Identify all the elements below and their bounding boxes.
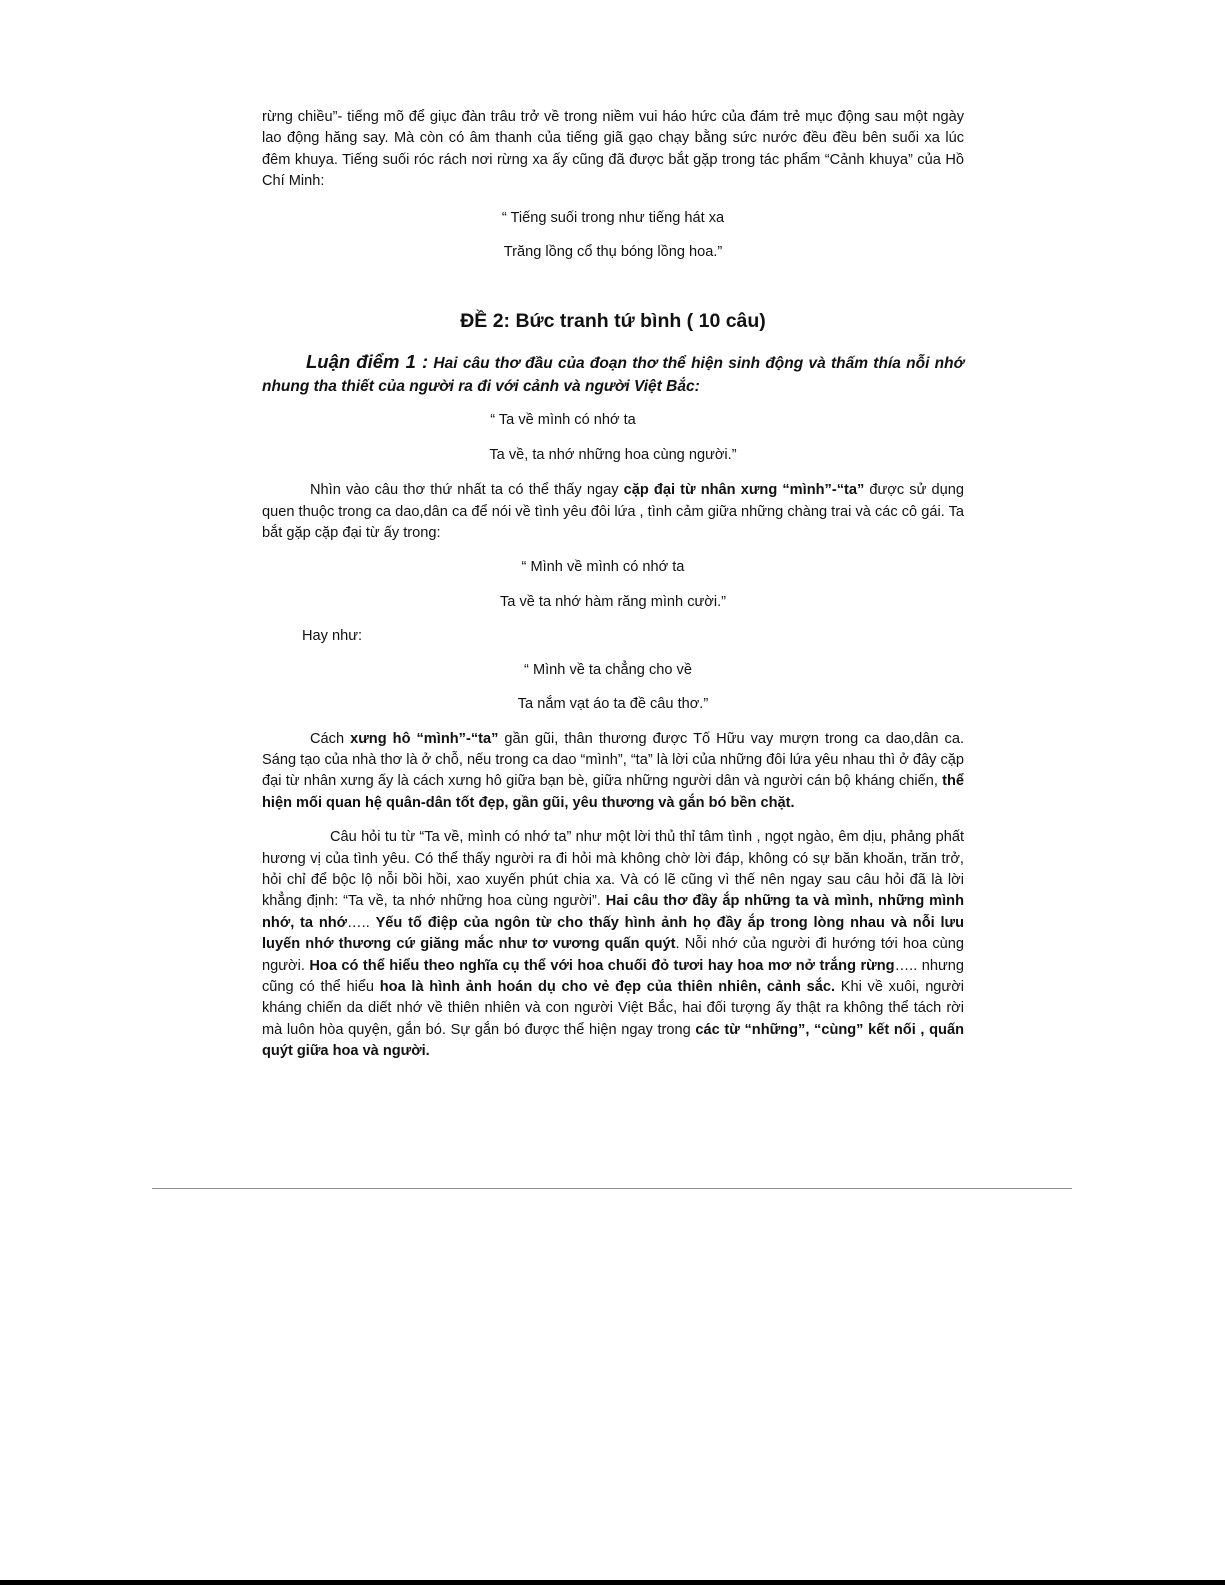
section-heading: ĐỀ 2: Bức tranh tứ bình ( 10 câu) [460,310,766,333]
poem-line: Ta về ta nhớ hàm răng mình cười.” [499,593,727,610]
poem-line: “ Ta về mình có nhớ ta [490,412,636,429]
poem-line: “ Tiếng suối trong như tiếng hát xa [501,209,725,226]
analysis-paragraph: Cách xưng hô “mình”-“ta” gần gũi, thân thương được Tố Hữu vay mượn trong ca dao,dân ca. Sáng tạo của nhà thơ là ở chỗ, nếu trong ca dao “mình”, “ta” là lời của những đôi lứa yêu nhau thì ở đây cặp đại từ nhân xưng ấy là cách xưng hô giữa bạn bè, giữa những người dân và người cán bộ kháng chiến, thể hiện mối quan hệ quân-dân tốt đẹp, gần gũi, yêu thương và gắn bó bền chặt. [262,730,965,811]
poem-quote-viet-bac [262,410,964,466]
poem-line: “ Mình về mình có nhớ ta [521,559,685,576]
transition-text: Hay như: [302,628,363,645]
thesis-label: Luận điểm 1 : [306,351,429,373]
page-divider [152,1188,1072,1189]
poem-line: Ta về, ta nhớ những hoa cùng người.” [489,446,737,463]
analysis-paragraph: Câu hỏi tu từ “Ta về, mình có nhớ ta” như một lời thủ thỉ tâm tình , ngọt ngào, êm dịu, phảng phất hương vị của tình yêu. Có thể thấy người ra đi hỏi mà không chờ lời đáp, không có sự băn khoăn, trăn trở, hỏi chỉ để bộc lộ nỗi bồi hồi, xao xuyến phút chia xa. Và có lẽ cũng vì thế nên ngay sau câu hỏi đã là lời khẳng định: “Ta về, ta nhớ những hoa cùng người”. Hai câu thơ đầy ắp những ta và mình, những mình nhớ, ta nhớ….. Yếu tố điệp của ngôn từ cho thấy hình ảnh họ đầy ắp trong lòng nhau và nỗi lưu luyến nhớ thương cứ giăng mắc như tơ vương quấn quýt. Nỗi nhớ của người đi hướng tới hoa cùng người. Hoa có thể hiểu theo nghĩa cụ thể với hoa chuối đỏ tươi hay hoa mơ nở trắng rừng….. nhưng cũng có thể hiểu hoa là hình ảnh hoán dụ cho vẻ đẹp của thiên nhiên, cảnh sắc. Khi về xuôi, người kháng chiến da diết nhớ về thiên nhiên và con người Việt Bắc, hai đối tượng ấy thật ra không thể tách rời mà luôn hòa quyện, gắn bó. Sự gắn bó được thể hiện ngay trong các từ “những”, “cùng” kết nối , quấn quýt giữa hoa và người. [262,829,965,1060]
bottom-border [0,1580,1225,1585]
page-content [262,107,964,1063]
poem-line: Trăng lồng cổ thụ bóng lồng hoa.” [503,244,723,261]
poem-quote-ca-dao-2 [262,660,964,716]
intro-paragraph: rừng chiều”- tiếng mõ để giục đàn trâu trở về trong niềm vui háo hức của đám trẻ mục động sau một ngày lao động hăng say. Mà còn có âm thanh của tiếng giã gạo chạy bằng sức nước đều đều bên suối xa lúc đêm khuya. Tiếng suối róc rách nơi rừng xa ấy cũng đã được bắt gặp trong tác phẩm “Cảnh khuya” của Hồ Chí Minh: [262,109,964,190]
thesis-point [262,350,964,398]
poem-quote-canh-khuya [262,208,964,264]
poem-line: Ta nắm vạt áo ta đề câu thơ.” [517,696,709,713]
poem-quote-ca-dao-1 [262,557,964,613]
poem-line: “ Mình về ta chẳng cho về [524,661,692,678]
analysis-paragraph: Nhìn vào câu thơ thứ nhất ta có thể thấy ngay cặp đại từ nhân xưng “mình”-“ta” được sử dụng quen thuộc trong ca dao,dân ca để nói về tình yêu đôi lứa , tình cảm giữa những chàng trai và các cô gái. Ta bắt gặp cặp đại từ ấy trong: [262,482,964,542]
thesis-text: Hai câu thơ đầu của đoạn thơ thể hiện sinh động và thấm thía nỗi nhớ nhung tha thiết của người ra đi với cảnh và người Việt Bắc: [262,355,964,396]
